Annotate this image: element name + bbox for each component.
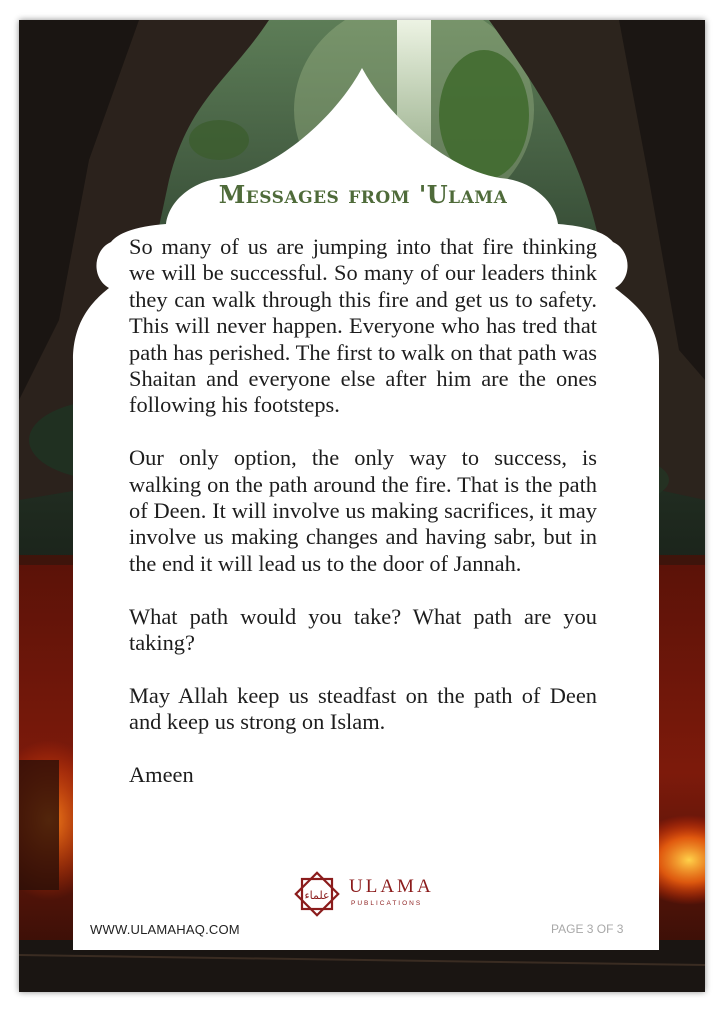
logo-star-icon xyxy=(291,868,343,920)
logo-arabic: علماء xyxy=(304,889,330,902)
logo-name: ULAMA xyxy=(349,876,434,897)
page-title: Messages from 'Ulama xyxy=(218,180,508,209)
paragraph-5: Ameen xyxy=(129,762,194,788)
paragraph-4: May Allah keep us steadfast on the path of Deen and keep us strong on Islam. xyxy=(129,682,597,735)
page-number: PAGE 3 OF 3 xyxy=(551,922,624,936)
website-link[interactable]: WWW.ULAMAHAQ.COM xyxy=(90,922,240,937)
paragraph-2: Our only option, the only way to success, is walking on the path around the fire. That is the path of Deen. It will involve us making sacrifices, it may involve us making changes and having sabr, but in the end it will lead us to the door of Jannah. xyxy=(129,445,597,576)
page xyxy=(19,20,705,992)
paragraph-1: So many of us are jumping into that fire thinking we will be successful. So many of our leaders think they can walk through this fire and get us to safety. This will never happen. Everyone who has tred that path has perished. The first to walk on that path was Shaitan and everyone else after him are the ones following his footsteps. xyxy=(129,234,597,418)
logo-subtitle: PUBLICATIONS xyxy=(351,900,423,907)
paragraph-3: What path would you take? What path are you taking? xyxy=(129,603,597,656)
ulama-logo xyxy=(291,868,451,920)
article-body xyxy=(129,234,597,815)
